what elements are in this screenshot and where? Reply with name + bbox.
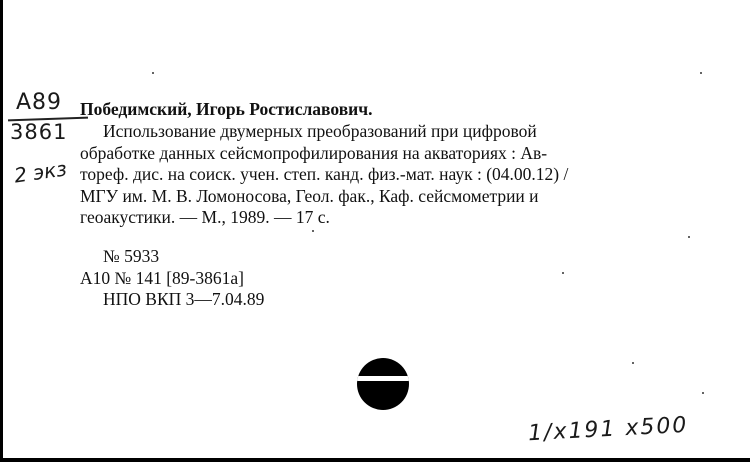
classification-code: НПО ВКП 3—7.04.89 (103, 289, 265, 309)
description-line: геоакустики. — М., 1989. — 17 с. (80, 207, 330, 227)
description-line: обработке данных сейсмопрофилирования на акваториях : Ав- (80, 142, 548, 163)
speck (688, 236, 690, 238)
description-block (80, 121, 690, 229)
call-number-line1: A89 (16, 90, 63, 115)
description-line: МГУ им. М. В. Ломоносова, Геол. фак., Каф. сейсмометрии и (80, 185, 539, 206)
author-heading: Победимский, Игорь Ростиславович. (80, 99, 373, 119)
speck (312, 230, 314, 232)
record-number: № 5933 (103, 246, 160, 266)
call-number-line2: 3861 (10, 120, 68, 144)
speck (632, 362, 634, 364)
card-bottom-edge (0, 458, 750, 462)
description-line: Использование двумерных преобразований при цифровой (103, 121, 537, 141)
punch-hole-band (357, 376, 409, 381)
handwritten-bottom-note: 1/x191 x500 (527, 412, 689, 447)
call-number-line3: 2 экз (12, 156, 69, 188)
punch-hole (357, 358, 409, 410)
speck (152, 72, 154, 74)
catalog-reference: А10 № 141 [89-3861а] (80, 268, 244, 288)
speck (562, 272, 564, 274)
description-line: тореф. дис. на соиск. учен. степ. канд. физ.-мат. наук : (04.00.12) / (80, 164, 569, 184)
speck (702, 392, 704, 394)
card-left-edge (0, 0, 3, 462)
speck (700, 72, 702, 74)
